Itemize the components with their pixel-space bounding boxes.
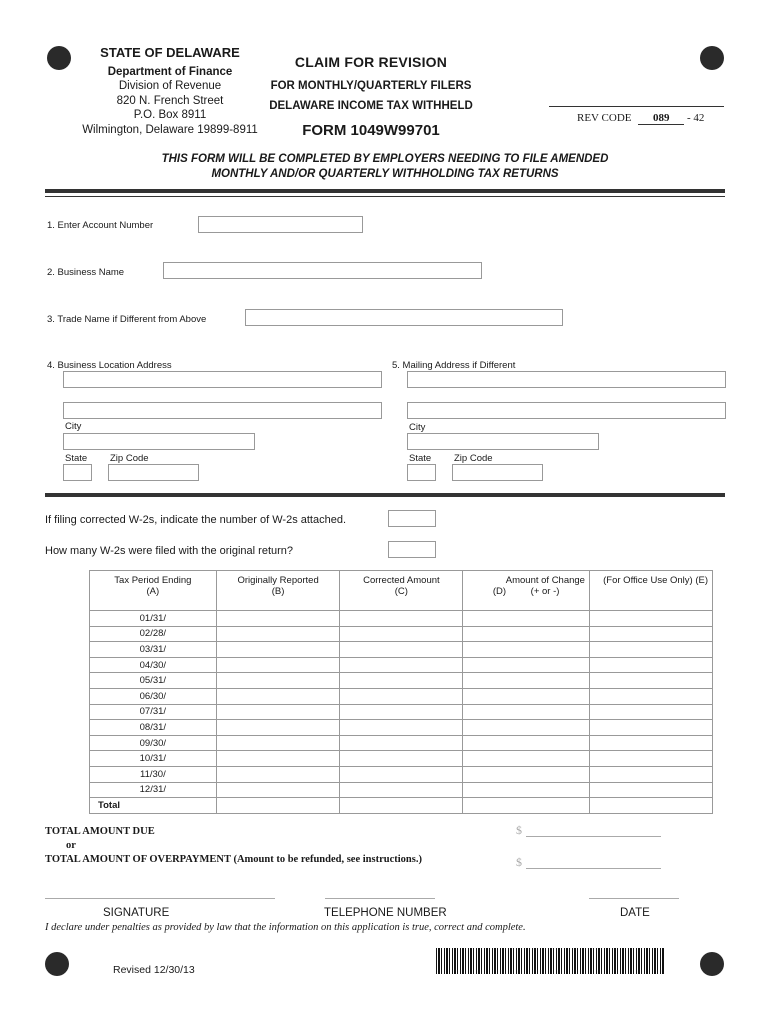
table-row [90, 720, 713, 736]
amount-of-change-cell[interactable] [463, 704, 590, 720]
originally-reported-cell[interactable] [216, 657, 340, 673]
total-originally-reported-cell[interactable] [216, 798, 340, 814]
tax-period-cell: 02/28/ [90, 626, 217, 642]
total-label: Total [90, 798, 217, 814]
tax-period-cell: 10/31/ [90, 751, 217, 767]
tax-period-cell: 12/31/ [90, 782, 217, 798]
business-zip-label: Zip Code [110, 453, 149, 464]
office-use-cell [589, 657, 712, 673]
office-use-cell [589, 735, 712, 751]
form-title-block [266, 54, 476, 139]
notice-line-1: THIS FORM WILL BE COMPLETED BY EMPLOYERS NEEDING TO FILE AMENDED [161, 153, 609, 165]
originally-reported-cell[interactable] [216, 735, 340, 751]
registration-mark-bottom-left [45, 952, 69, 976]
amount-of-change-cell[interactable] [463, 626, 590, 642]
form-subtitle-1: FOR MONTHLY/QUARTERLY FILERS [270, 80, 472, 92]
office-use-cell [589, 642, 712, 658]
mailing-zip-input[interactable] [452, 464, 543, 481]
business-name-label: 2. Business Name [47, 267, 125, 278]
penalty-declaration: I declare under penalties as provided by law that the information on this application is true, correct and complete. [45, 922, 526, 933]
signature-label: SIGNATURE [103, 907, 170, 919]
tax-period-cell: 09/30/ [90, 735, 217, 751]
mailing-state-label: State [409, 453, 432, 464]
col-a-letter: (A) [146, 586, 160, 597]
corrected-amount-cell[interactable] [340, 673, 463, 689]
corrected-amount-cell[interactable] [340, 766, 463, 782]
office-use-cell [589, 611, 712, 627]
originally-reported-cell[interactable] [216, 782, 340, 798]
registration-mark-top-right [700, 46, 724, 70]
corrected-amount-cell[interactable] [340, 688, 463, 704]
agency-city-line: Wilmington, Delaware 19899-8911 [82, 123, 258, 136]
office-use-cell [589, 751, 712, 767]
col-c-letter: (C) [394, 586, 408, 597]
trade-name-input[interactable] [245, 309, 563, 326]
amount-of-change-cell[interactable] [463, 720, 590, 736]
total-overpayment-label: TOTAL AMOUNT OF OVERPAYMENT (Amount to be refunded, see instructions.) [45, 854, 422, 865]
originally-reported-cell[interactable] [216, 626, 340, 642]
rev-code-label: REV CODE [577, 112, 632, 124]
office-use-cell [589, 766, 712, 782]
amount-of-change-cell[interactable] [463, 688, 590, 704]
amount-due-dollar-sign: $ [516, 823, 522, 837]
col-c-title: Corrected Amount [363, 575, 440, 586]
form-subtitle-2: DELAWARE INCOME TAX WITHHELD [269, 100, 473, 112]
office-use-cell [589, 688, 712, 704]
amount-of-change-cell[interactable] [463, 766, 590, 782]
form-number: FORM 1049W99701 [302, 122, 440, 139]
tax-period-cell: 07/31/ [90, 704, 217, 720]
table-row [90, 704, 713, 720]
amount-of-change-cell[interactable] [463, 673, 590, 689]
mailing-address-line-2[interactable] [407, 402, 726, 419]
agency-division: Division of Revenue [118, 80, 222, 92]
originally-reported-cell[interactable] [216, 704, 340, 720]
instruction-notice [0, 152, 770, 182]
rev-code-suffix: - 42 [687, 112, 705, 124]
corrected-amount-cell[interactable] [340, 642, 463, 658]
overpayment-dollar-sign: $ [516, 855, 522, 869]
account-number-input[interactable] [198, 216, 363, 233]
table-total-row [90, 798, 713, 814]
amount-due-input[interactable] [526, 822, 661, 837]
col-d-letter: (D) [492, 586, 507, 597]
total-amount-of-change-cell[interactable] [463, 798, 590, 814]
col-b-header [216, 571, 340, 611]
mailing-zip-label: Zip Code [454, 453, 493, 464]
table-row [90, 688, 713, 704]
originally-reported-cell[interactable] [216, 720, 340, 736]
divider-thick-2 [45, 493, 725, 497]
col-d-header [463, 571, 590, 611]
mailing-city-label: City [409, 422, 426, 433]
originally-reported-cell[interactable] [216, 611, 340, 627]
trade-name-label: 3. Trade Name if Different from Above [47, 314, 207, 325]
tax-period-cell: 11/30/ [90, 766, 217, 782]
business-state-label: State [65, 453, 88, 464]
form-title: CLAIM FOR REVISION [294, 54, 448, 70]
corrected-amount-cell[interactable] [340, 704, 463, 720]
business-city-input[interactable] [63, 433, 255, 450]
corrected-w2-count-input[interactable] [388, 510, 436, 527]
amount-of-change-cell[interactable] [463, 782, 590, 798]
table-row [90, 751, 713, 767]
col-e-header [589, 571, 712, 611]
amount-of-change-cell[interactable] [463, 735, 590, 751]
agency-po-box: P.O. Box 8911 [133, 109, 207, 121]
amount-of-change-cell[interactable] [463, 642, 590, 658]
barcode-image [436, 948, 664, 974]
office-use-cell [589, 720, 712, 736]
col-c-header [340, 571, 463, 611]
mailing-state-input[interactable] [407, 464, 436, 481]
corrected-amount-cell[interactable] [340, 626, 463, 642]
business-address-line-2[interactable] [63, 402, 382, 419]
business-name-input[interactable] [163, 262, 482, 279]
office-use-cell [589, 704, 712, 720]
originally-reported-cell[interactable] [216, 688, 340, 704]
office-use-cell [589, 782, 712, 798]
mailing-address-line-1[interactable] [407, 371, 726, 388]
corrected-amount-cell[interactable] [340, 657, 463, 673]
divider-thick [45, 189, 725, 193]
col-d-title: Amount of Change [505, 575, 585, 586]
mailing-city-input[interactable] [407, 433, 599, 450]
signature-line[interactable] [45, 886, 275, 899]
tax-period-cell: 06/30/ [90, 688, 217, 704]
corrected-amount-cell[interactable] [340, 751, 463, 767]
total-amount-due-label: TOTAL AMOUNT DUE [45, 826, 155, 837]
date-line[interactable] [589, 886, 679, 899]
agency-address-block [70, 46, 270, 137]
business-address-line-1[interactable] [63, 371, 382, 388]
registration-mark-bottom-right [700, 952, 724, 976]
original-w2-count-input[interactable] [388, 541, 436, 558]
amount-of-change-cell[interactable] [463, 657, 590, 673]
originally-reported-cell[interactable] [216, 673, 340, 689]
business-city-label: City [65, 421, 82, 432]
agency-department: Department of Finance [107, 65, 233, 78]
total-corrected-amount-cell[interactable] [340, 798, 463, 814]
date-label: DATE [620, 907, 650, 919]
totals-or-label: or [66, 840, 76, 851]
agency-street: 820 N. French Street [116, 94, 224, 107]
table-row [90, 766, 713, 782]
office-use-cell [589, 626, 712, 642]
originally-reported-cell[interactable] [216, 642, 340, 658]
office-use-cell [589, 673, 712, 689]
original-w2-question: How many W-2s were filed with the original return? [45, 545, 294, 557]
col-a-header [90, 571, 217, 611]
rev-code-value: 089 [638, 112, 684, 125]
tax-period-cell: 01/31/ [90, 611, 217, 627]
corrected-amount-cell[interactable] [340, 720, 463, 736]
account-number-label: 1. Enter Account Number [47, 220, 154, 231]
col-a-title: Tax Period Ending [114, 575, 192, 586]
col-b-letter: (B) [271, 586, 285, 597]
corrected-amount-cell[interactable] [340, 735, 463, 751]
table-row [90, 782, 713, 798]
notice-line-2: MONTHLY AND/OR QUARTERLY WITHHOLDING TAX RETURNS [211, 168, 559, 180]
amount-of-change-cell[interactable] [463, 751, 590, 767]
tax-period-cell: 08/31/ [90, 720, 217, 736]
overpayment-input[interactable] [526, 854, 661, 869]
corrected-amount-cell[interactable] [340, 611, 463, 627]
corrected-amount-cell[interactable] [340, 782, 463, 798]
registration-mark-top-left [47, 46, 71, 70]
rev-code-block [549, 106, 724, 125]
table-row [90, 735, 713, 751]
table-row [90, 626, 713, 642]
mailing-address-label: 5. Mailing Address if Different [392, 360, 516, 371]
table-row [90, 673, 713, 689]
business-state-input[interactable] [63, 464, 92, 481]
table-row [90, 611, 713, 627]
originally-reported-cell[interactable] [216, 766, 340, 782]
tax-period-cell: 05/31/ [90, 673, 217, 689]
business-zip-input[interactable] [108, 464, 199, 481]
col-d-subtitle: (+ or -) [530, 586, 560, 597]
telephone-label: TELEPHONE NUMBER [324, 907, 447, 919]
agency-state: STATE OF DELAWARE [100, 45, 240, 60]
table-row [90, 642, 713, 658]
tax-period-cell: 03/31/ [90, 642, 217, 658]
tax-period-cell: 04/30/ [90, 657, 217, 673]
corrected-w2-question: If filing corrected W-2s, indicate the number of W-2s attached. [45, 514, 347, 526]
divider-thin [45, 196, 725, 197]
total-office-use-cell [589, 798, 712, 814]
originally-reported-cell[interactable] [216, 751, 340, 767]
business-location-label: 4. Business Location Address [47, 360, 172, 371]
telephone-line[interactable] [325, 886, 435, 899]
col-b-title: Originally Reported [237, 575, 319, 586]
table-row [90, 657, 713, 673]
revision-date: Revised 12/30/13 [113, 964, 195, 976]
tax-period-table [89, 570, 713, 814]
col-e-title: (For Office Use Only) (E) [603, 575, 708, 586]
amount-of-change-cell[interactable] [463, 611, 590, 627]
